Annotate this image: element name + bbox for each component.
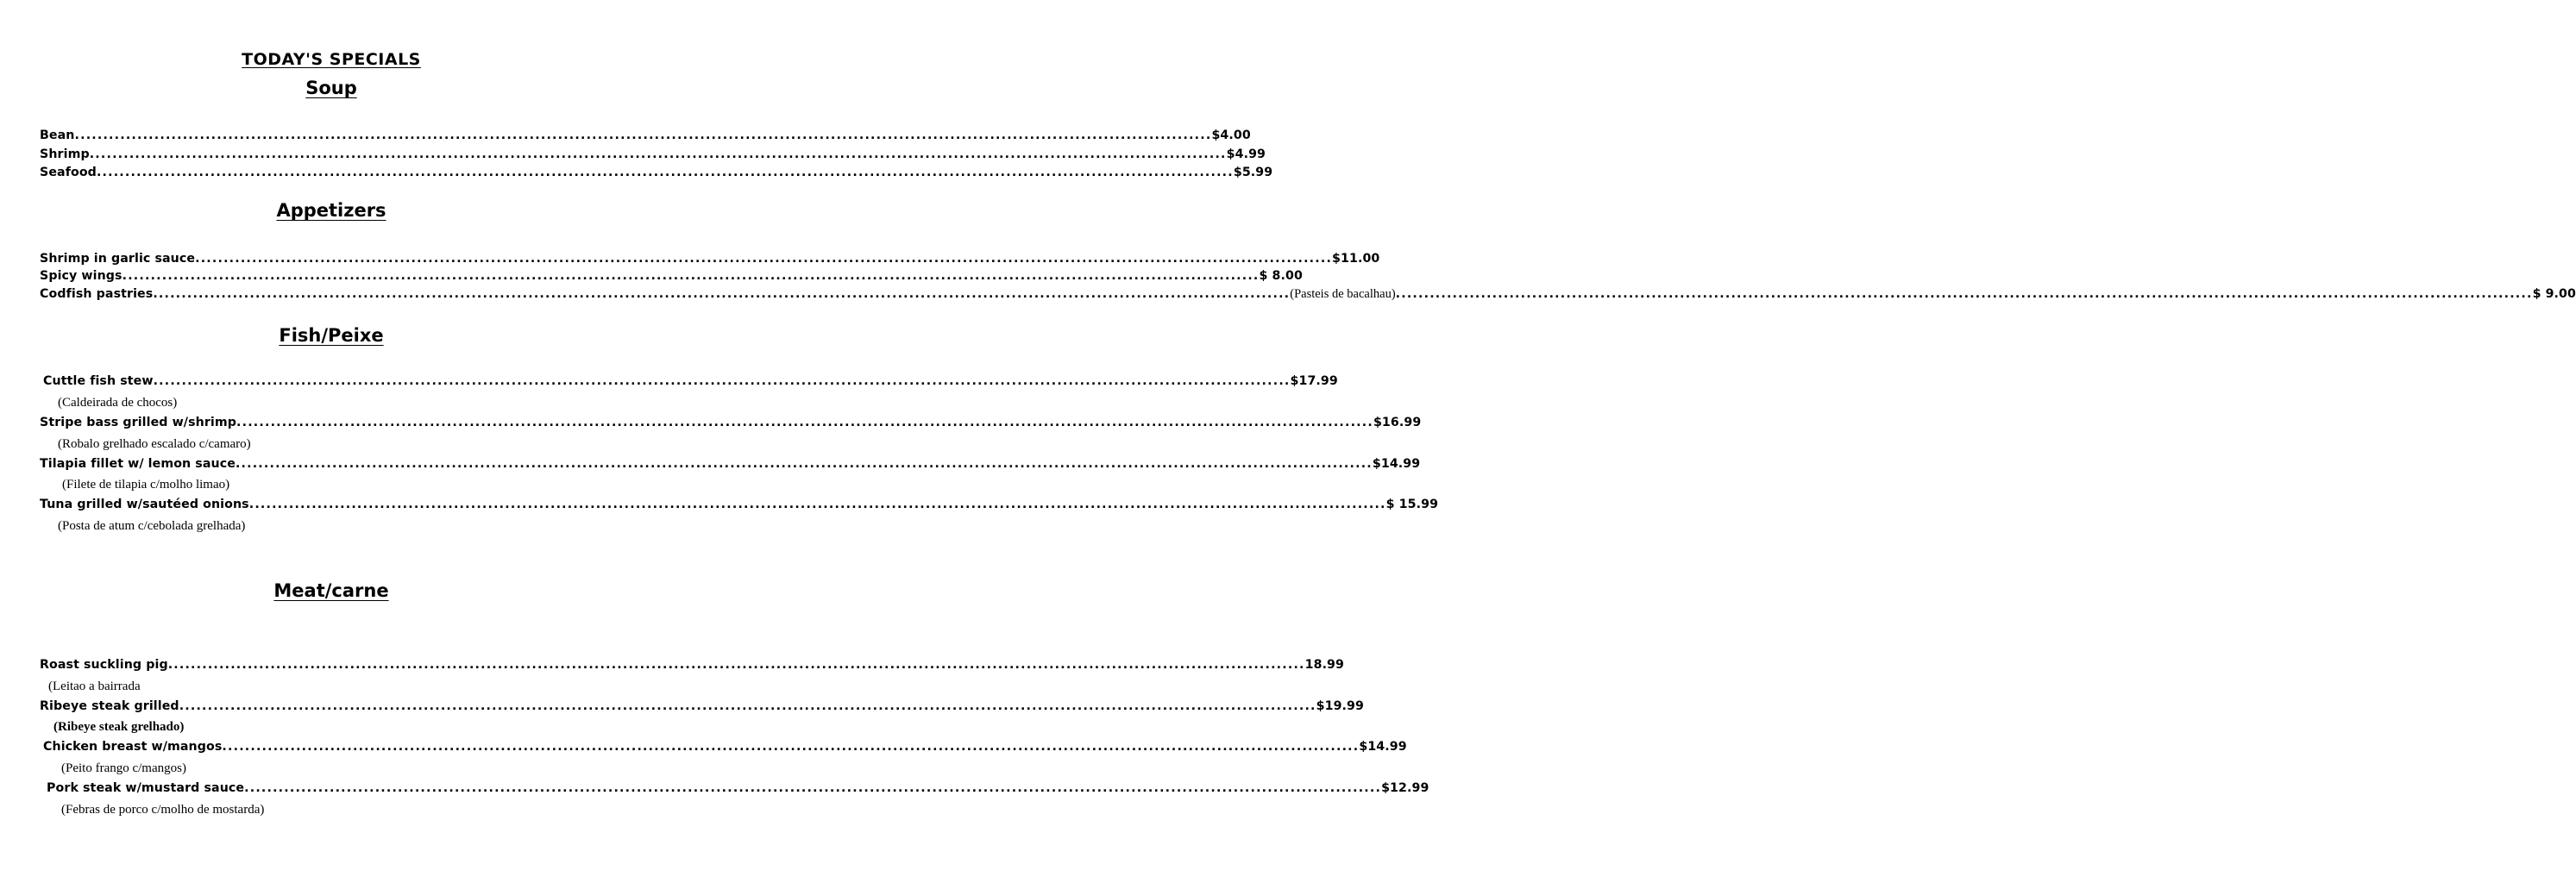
item-price: $12.99 <box>1381 781 1429 795</box>
item-name: Shrimp in garlic sauce <box>40 252 196 266</box>
menu-item-cuttle-fish-stew <box>43 374 1338 388</box>
item-name: Pork steak w/mustard sauce <box>47 781 245 795</box>
menu-item-shrimp <box>40 147 1266 161</box>
dot-leader: ........................................................................................................................................................................................................ <box>153 287 1291 301</box>
item-price: 18.99 <box>1304 658 1345 672</box>
section-heading-meat: Meat/carne <box>273 580 389 601</box>
dot-leader: ........................................................................................................................................................................................................ <box>179 699 1316 713</box>
item-price: $14.99 <box>1359 740 1407 754</box>
dot-leader: ........................................................................................................................................................................................................ <box>122 269 1260 283</box>
item-price: $5.99 <box>1233 166 1273 179</box>
dot-leader: ........................................................................................................................................................................................................ <box>1395 287 2533 301</box>
menu-item-seafood <box>40 166 1273 179</box>
item-translation: (Caldeirada de chocos) <box>58 396 178 410</box>
item-translation: (Pasteis de bacalhau) <box>1290 287 1396 301</box>
item-name: Stripe bass grilled w/shrimp <box>40 416 237 429</box>
item-price: $11.00 <box>1332 252 1380 266</box>
item-translation: (Filete de tilapia c/molho limao) <box>62 478 230 492</box>
item-name: Tilapia fillet w/ lemon sauce <box>40 457 236 471</box>
item-translation: (Posta de atum c/cebolada grelhada) <box>58 519 246 533</box>
menu-item-bean <box>40 128 1251 142</box>
item-price: $17.99 <box>1290 374 1338 388</box>
item-translation: (Ribeye steak grelhado) <box>53 720 185 734</box>
dot-leader: ........................................................................................................................................................................................................ <box>167 658 1305 672</box>
menu-item-ribeye-steak <box>40 699 1364 713</box>
section-heading-appetizers: Appetizers <box>276 200 386 221</box>
item-price: $14.99 <box>1372 457 1421 471</box>
item-name: Spicy wings <box>40 269 123 283</box>
dot-leader: ........................................................................................................................................................................................................ <box>96 166 1234 179</box>
item-name: Bean <box>40 128 75 142</box>
dot-leader: ........................................................................................................................................................................................................ <box>222 740 1360 754</box>
item-name: Ribeye steak grilled <box>40 699 179 713</box>
dot-leader: ........................................................................................................................................................................................................ <box>236 416 1373 429</box>
item-name: Tuna grilled w/sautéed onions <box>40 498 249 511</box>
menu-item-tuna <box>40 498 1439 511</box>
menu-item-pork-steak <box>47 781 1429 795</box>
dot-leader: ........................................................................................................................................................................................................ <box>74 128 1212 142</box>
item-name: Roast suckling pig <box>40 658 168 672</box>
item-translation: (Febras de porco c/molho de mostarda) <box>61 803 265 817</box>
dot-leader: ........................................................................................................................................................................................................ <box>248 498 1386 511</box>
item-translation: (Robalo grelhado escalado c/camaro) <box>58 437 251 451</box>
item-price: $ 15.99 <box>1385 498 1439 511</box>
menu-item-roast-suckling-pig <box>40 658 1345 672</box>
menu-item-chicken-breast <box>43 740 1407 754</box>
item-price: $4.99 <box>1226 147 1266 161</box>
menu-item-spicy-wings <box>40 269 1303 283</box>
dot-leader: ........................................................................................................................................................................................................ <box>195 252 1333 266</box>
item-name: Chicken breast w/mangos <box>43 740 223 754</box>
item-translation: (Leitao a bairrada <box>48 679 141 693</box>
item-price: $16.99 <box>1373 416 1422 429</box>
dot-leader: ........................................................................................................................................................................................................ <box>235 457 1373 471</box>
section-heading-soup: Soup <box>305 78 357 98</box>
dot-leader: ........................................................................................................................................................................................................ <box>153 374 1291 388</box>
item-name: Seafood <box>40 166 97 179</box>
menu-item-tilapia <box>40 457 1421 471</box>
item-name: Codfish pastries <box>40 287 154 301</box>
item-price: $4.00 <box>1211 128 1251 142</box>
item-name: Shrimp <box>40 147 90 161</box>
menu-item-shrimp-garlic <box>40 252 1380 266</box>
menu-item-codfish-pastries <box>40 287 2576 302</box>
item-name: Cuttle fish stew <box>43 374 154 388</box>
item-price: $ 9.00 <box>2532 287 2576 301</box>
item-price: $19.99 <box>1316 699 1364 713</box>
dot-leader: ........................................................................................................................................................................................................ <box>89 147 1227 161</box>
section-heading-fish: Fish/Peixe <box>279 325 384 346</box>
item-price: $ 8.00 <box>1259 269 1303 283</box>
dot-leader: ........................................................................................................................................................................................................ <box>244 781 1382 795</box>
page-title: TODAY'S SPECIALS <box>242 50 421 69</box>
item-translation: (Peito frango c/mangos) <box>61 761 186 775</box>
menu-item-stripe-bass <box>40 416 1422 429</box>
